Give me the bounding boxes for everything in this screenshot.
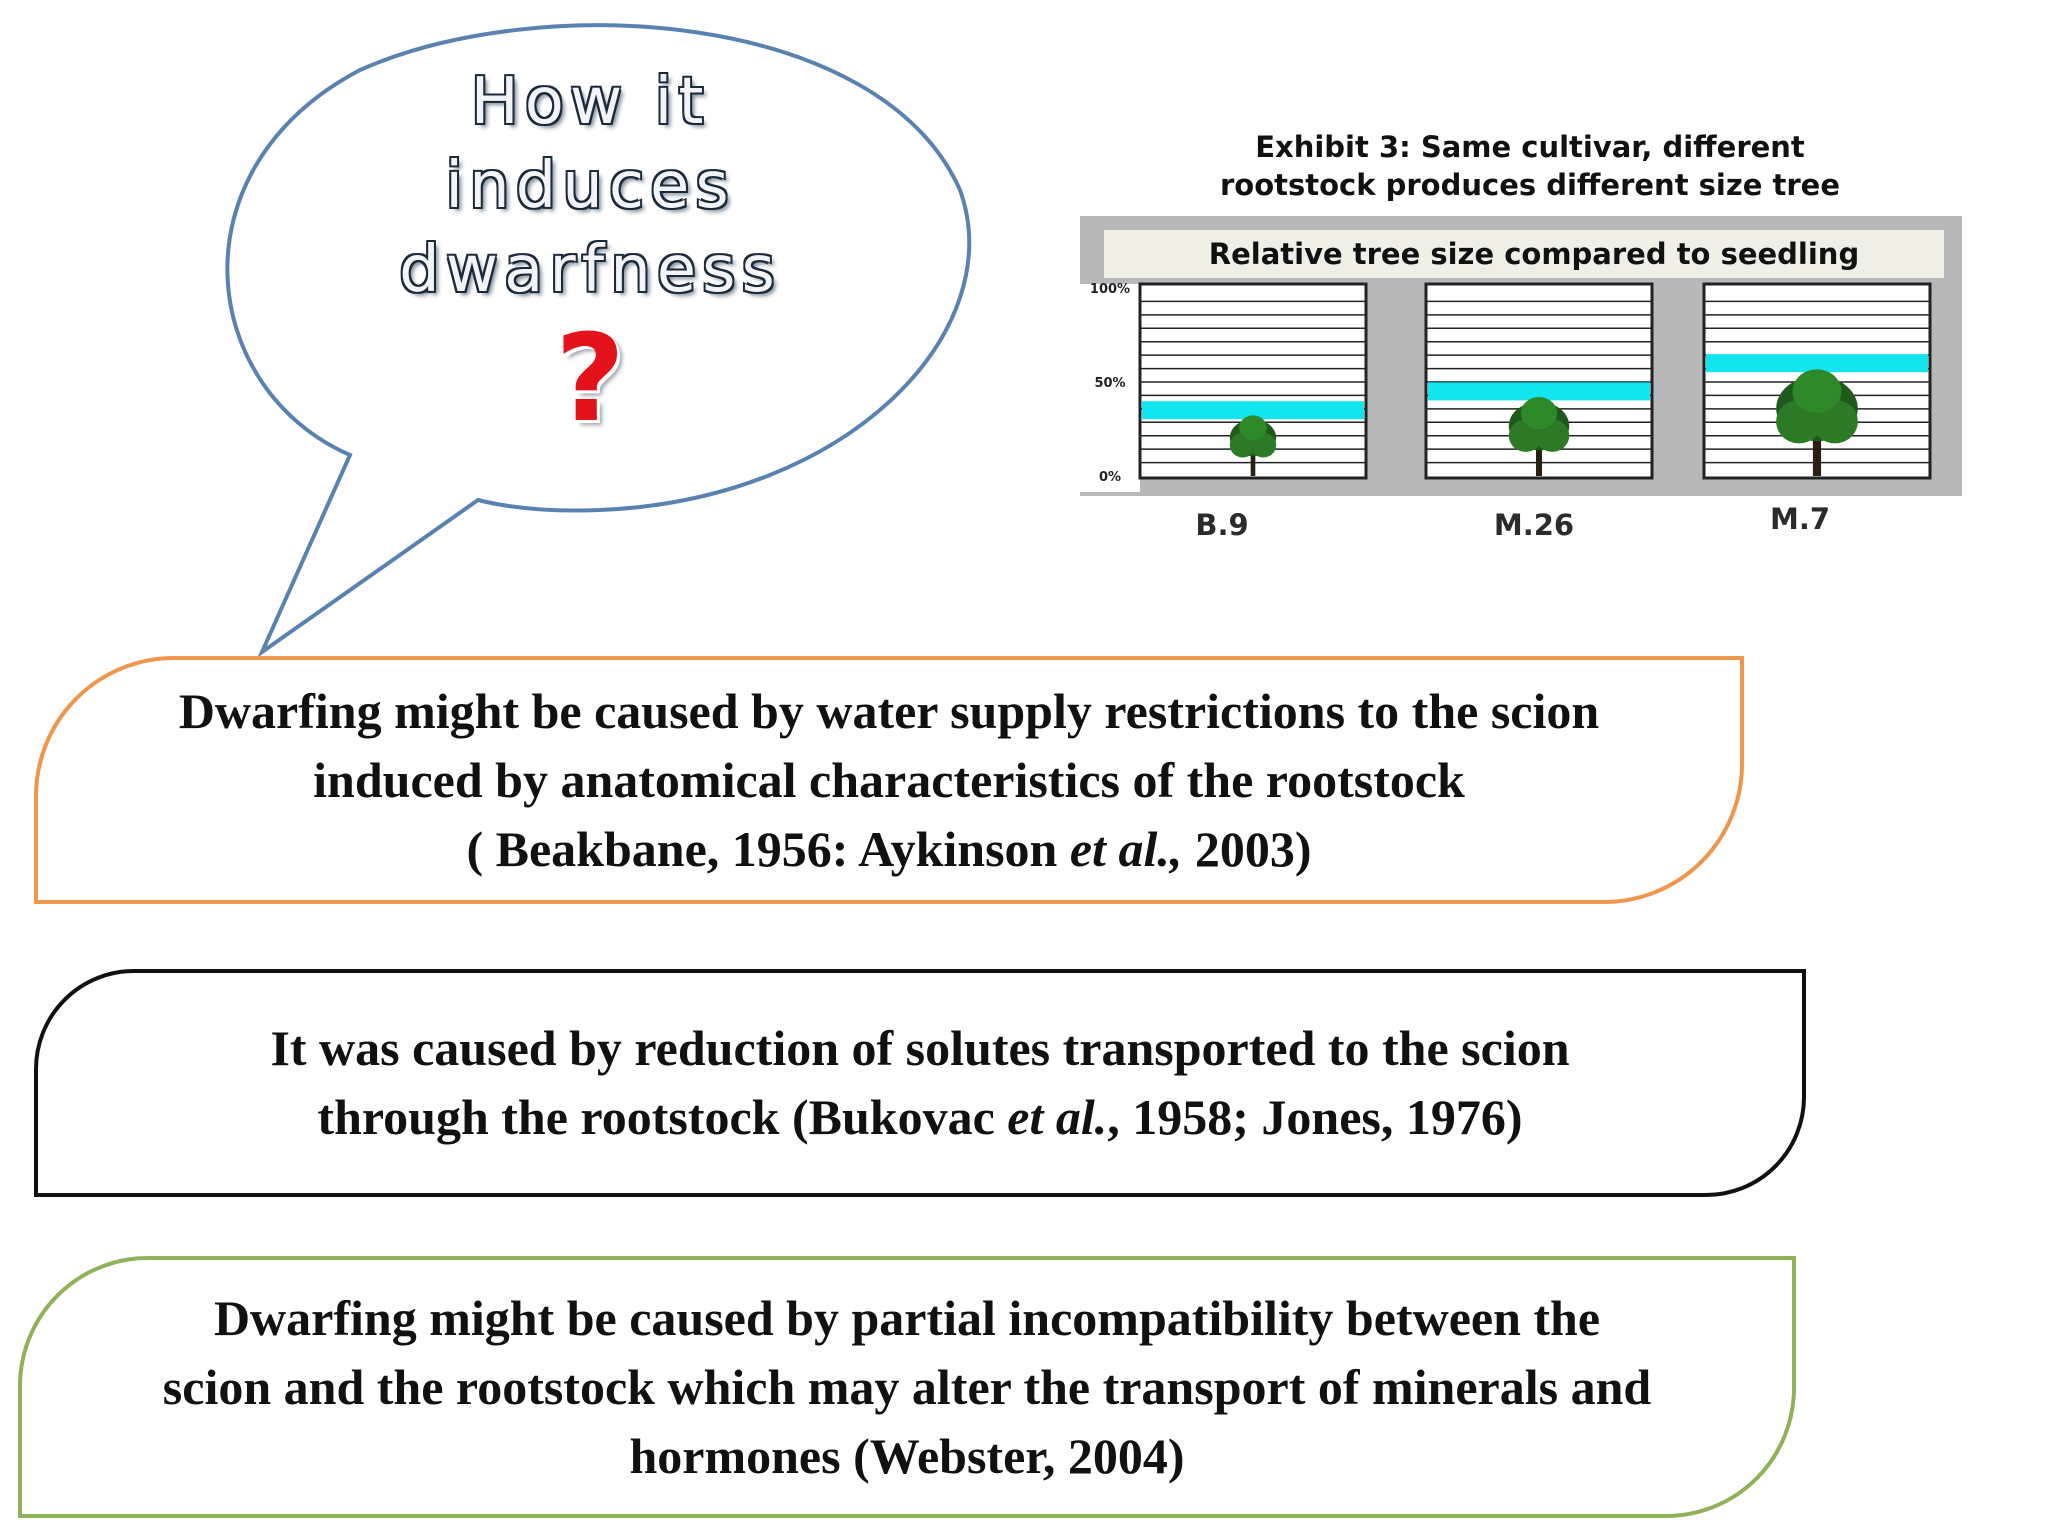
statement-1-citation-pre: ( Beakbane, 1956: Aykinson	[466, 820, 1070, 877]
question-mark-icon: ?	[555, 310, 625, 449]
bubble-question-text	[360, 60, 820, 312]
bubble-line-3: dwarfness	[399, 233, 781, 307]
bubble-line-2: induces	[445, 149, 735, 223]
statement-box-solutes	[34, 969, 1806, 1197]
y-tick-label: 0%	[1098, 470, 1122, 485]
statement-1-citation-post: 2003)	[1182, 820, 1312, 877]
statement-2-citation-pre: through the rootstock (Bukovac	[317, 1089, 1008, 1145]
statement-1-line-2: induced by anatomical characteristics of the rootstock	[313, 751, 1465, 808]
statement-1-citation-em: et al.,	[1069, 820, 1183, 877]
exhibit-title-line-1: Exhibit 3: Same cultivar, different	[1255, 130, 1805, 164]
rootstock-size-chart	[1080, 216, 1962, 496]
bubble-line-1: How it	[470, 65, 710, 139]
exhibit-title-line-2: rootstock produces different size tree	[1219, 168, 1841, 202]
statement-box-water-supply	[34, 656, 1744, 904]
statement-3-line-3: hormones (Webster, 2004)	[629, 1427, 1185, 1484]
y-tick-label: 50%	[1094, 376, 1126, 391]
statement-2-citation-em: et al.	[1007, 1089, 1108, 1145]
statement-3-line-2: scion and the rootstock which may alter the transport of minerals and	[162, 1358, 1652, 1415]
category-label-b9: B.9	[1195, 508, 1249, 542]
category-label-m7: M.7	[1769, 502, 1831, 536]
statement-1-line-1: Dwarfing might be caused by water supply restrictions to the scion	[178, 682, 1600, 739]
statement-2-line-2	[270, 1083, 1569, 1152]
statement-3-line-1: Dwarfing might be caused by partial incompatibility between the	[213, 1289, 1601, 1346]
statement-2-citation-post: , 1958; Jones, 1976)	[1107, 1089, 1523, 1145]
chart-title: Relative tree size compared to seedling	[1208, 237, 1860, 271]
statement-2-line-1: It was caused by reduction of solutes transported to the scion	[270, 1020, 1570, 1076]
category-label-m26: M.26	[1493, 508, 1575, 542]
y-tick-label: 100%	[1089, 282, 1131, 297]
chart-canvas	[1080, 216, 1962, 496]
statement-box-incompatibility	[18, 1256, 1796, 1518]
exhibit-title	[1150, 128, 1910, 204]
statement-1-line-3	[179, 815, 1599, 884]
